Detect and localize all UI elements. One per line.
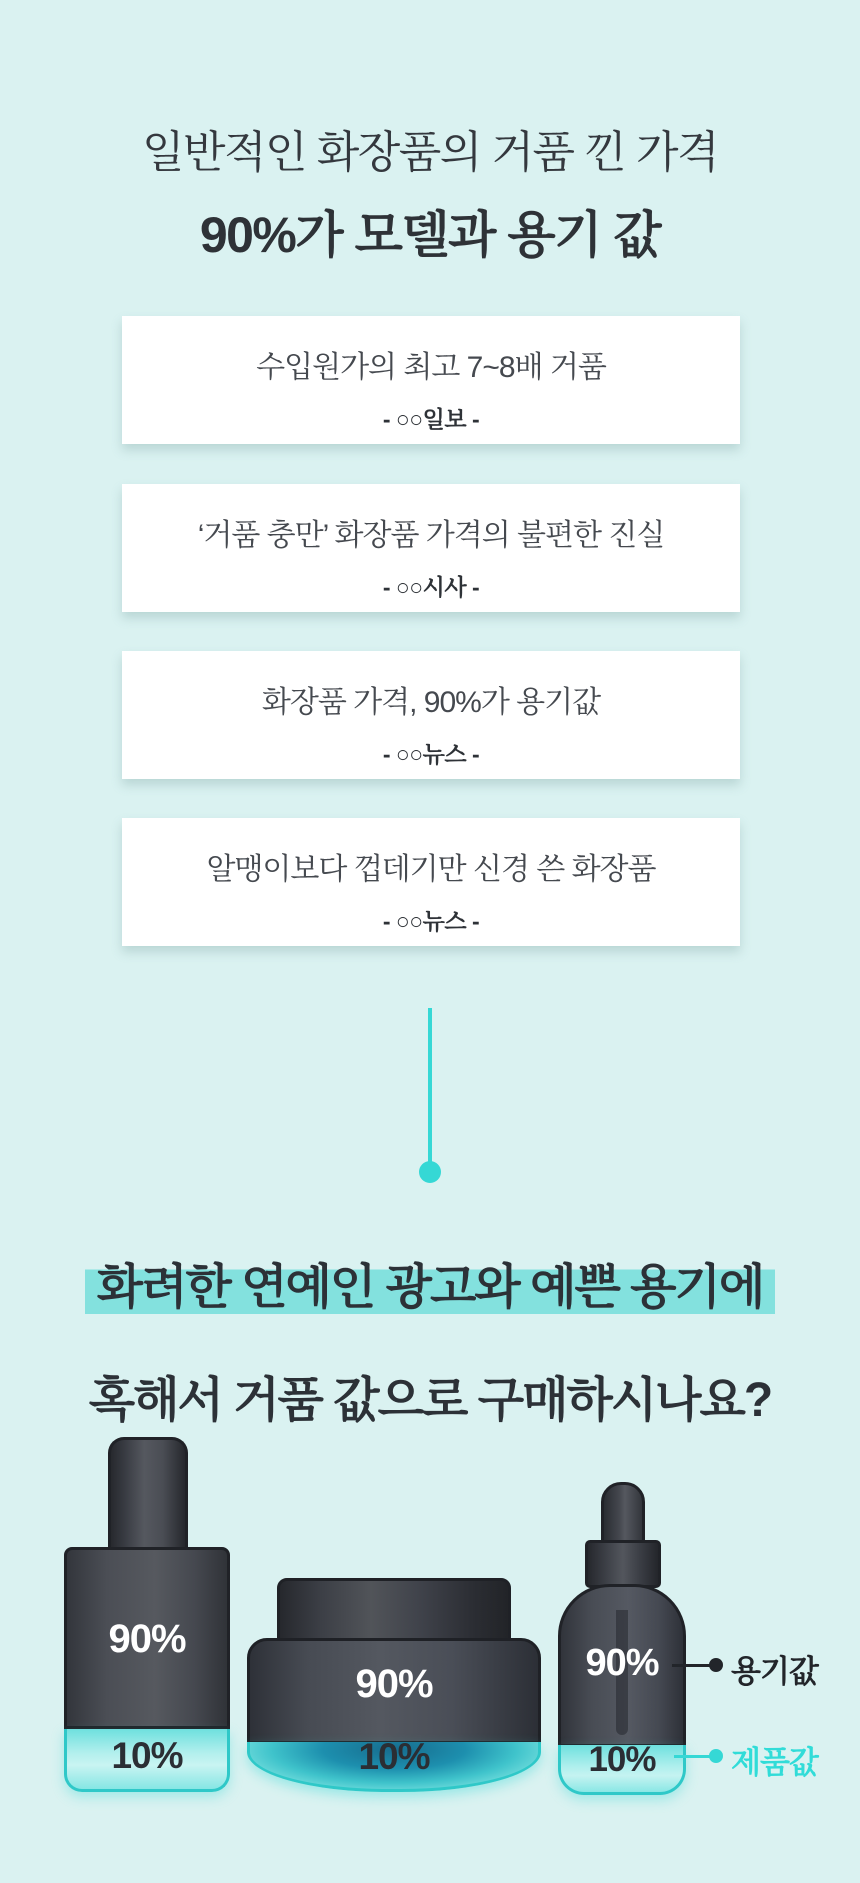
hero-title-line2: 90%가 모델과 용기 값 (199, 207, 661, 263)
press-quote-card (122, 818, 740, 946)
dropper-cap (585, 1540, 661, 1588)
spray-bottle-illustration (64, 1437, 230, 1797)
hero-title (0, 116, 860, 267)
press-quote-source: - ○○뉴스 - (382, 741, 480, 767)
callout-dot-icon (709, 1749, 723, 1763)
connector-line (428, 1008, 432, 1163)
press-quote-card (122, 316, 740, 444)
press-quote-text: ‘거품 충만’ 화장품 가격의 불편한 진실 (197, 519, 665, 552)
question-line1 (0, 1248, 860, 1317)
callout-dot-icon (709, 1658, 723, 1672)
connector-dot-icon (419, 1161, 441, 1183)
dropper-bulb (601, 1482, 645, 1546)
cream-jar-lid (277, 1578, 511, 1644)
hero-title-line1: 일반적인 화장품의 거품 낀 가격 (142, 128, 718, 177)
container-pct-label: 90% (585, 1642, 659, 1684)
product-pct-label: 10% (588, 1740, 656, 1779)
press-quote-source: - ○○뉴스 - (382, 908, 480, 934)
container-pct-label: 90% (108, 1617, 186, 1661)
question-line2: 혹해서 거품 값으로 구매하시나요? (88, 1374, 772, 1427)
container-pct-label: 90% (355, 1662, 433, 1706)
dropper-bottle-illustration (558, 1482, 686, 1797)
spray-bottle-cap (108, 1437, 188, 1553)
press-quote-text: 화장품 가격, 90%가 용기값 (261, 686, 601, 719)
product-pct-label: 10% (111, 1735, 183, 1776)
product-pct-label: 10% (358, 1736, 430, 1777)
press-quote-text: 알맹이보다 껍데기만 신경 쓴 화장품 (206, 853, 656, 886)
product-illustration (0, 1437, 860, 1857)
highlighted-text: 화려한 연예인 광고와 예쁜 용기에 (85, 1261, 776, 1314)
press-quote-source: - ○○시사 - (382, 574, 480, 600)
press-quote-text: 수입원가의 최고 7~8배 거품 (256, 351, 606, 384)
press-quote-card (122, 484, 740, 612)
question-heading (0, 1248, 860, 1430)
container-price-label: 용기값 (731, 1654, 818, 1689)
press-quote-source: - ○○일보 - (382, 406, 480, 432)
press-quote-card (122, 651, 740, 779)
product-price-label: 제품값 (731, 1745, 818, 1780)
cream-jar-illustration (247, 1578, 541, 1794)
